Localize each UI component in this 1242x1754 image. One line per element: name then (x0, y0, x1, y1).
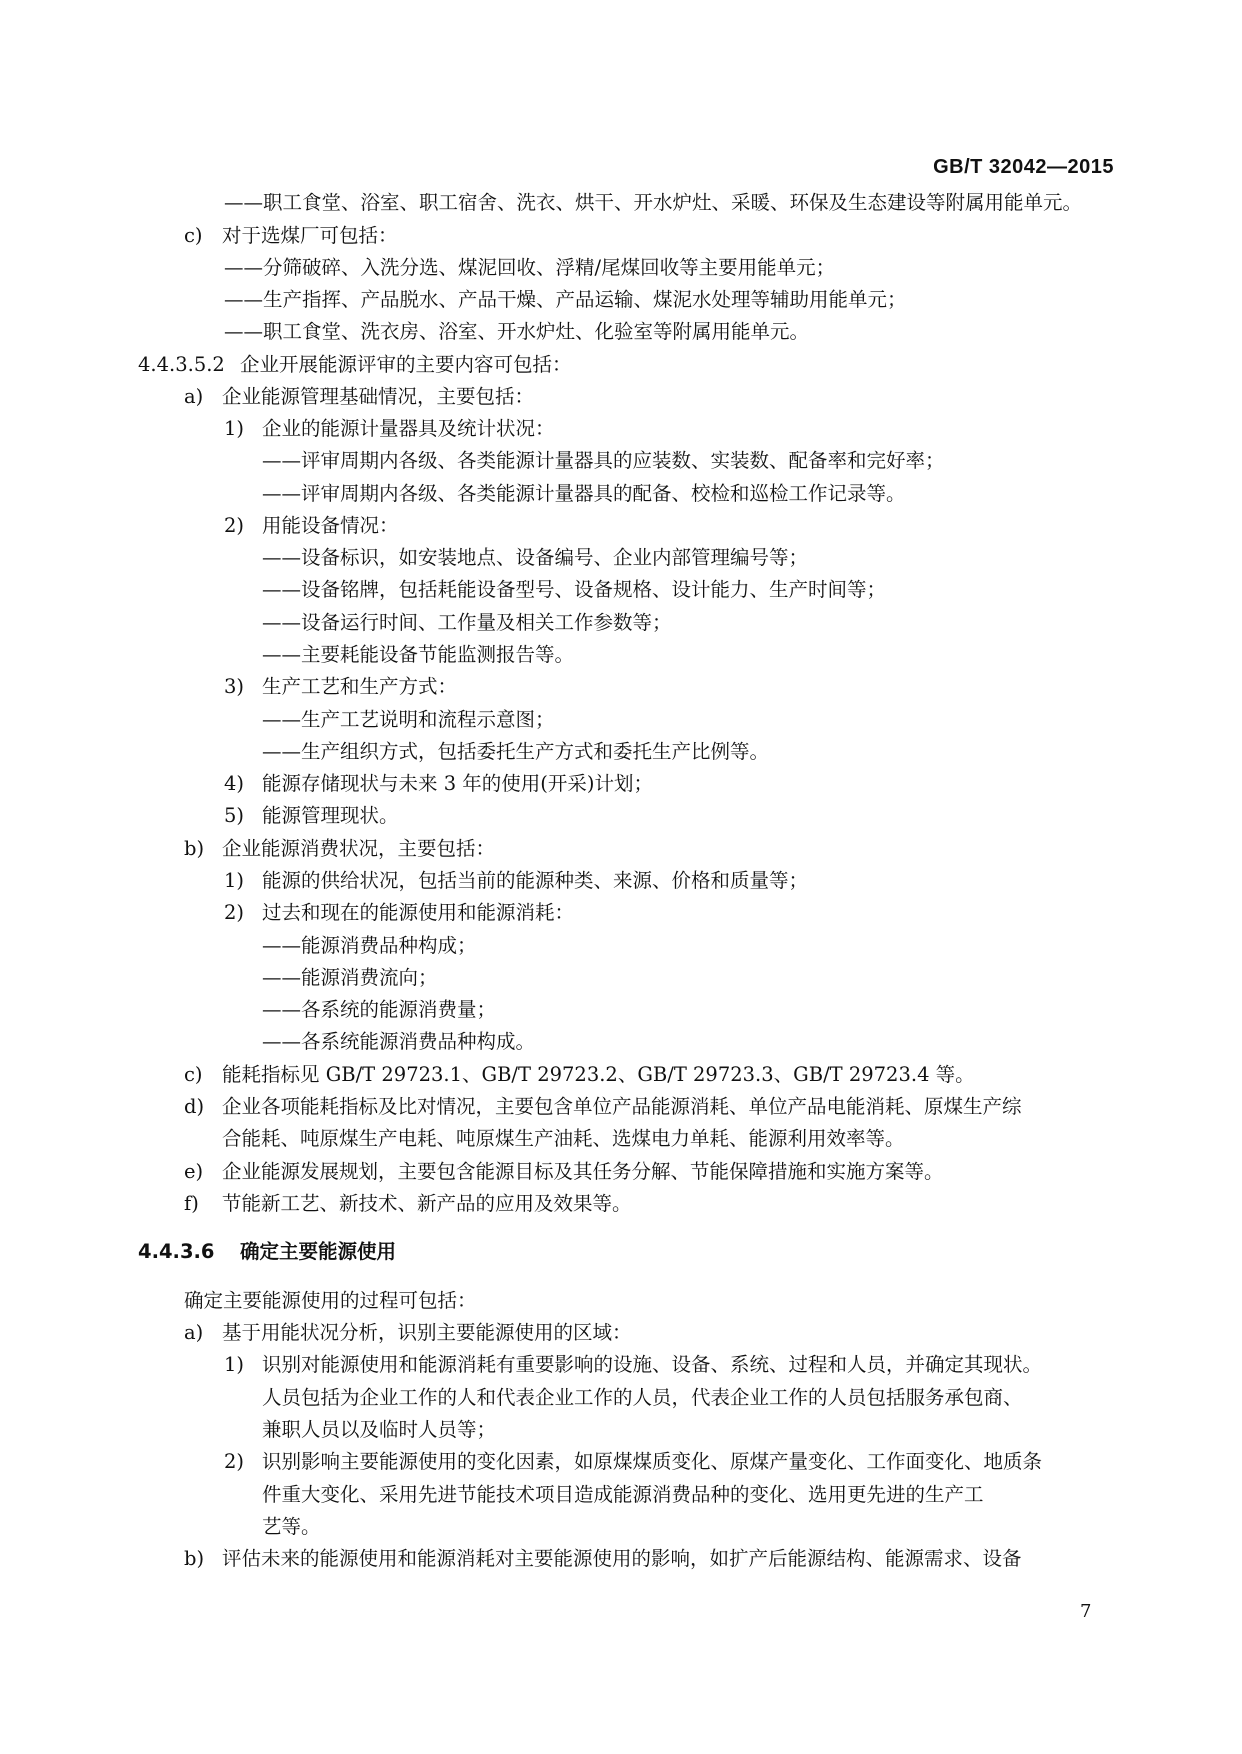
dash-item: ——能源消费品种构成； (262, 934, 477, 957)
sub-list-marker: 1) (224, 1353, 245, 1376)
list-item-text: 基于用能状况分析，识别主要能源使用的区域： (222, 1321, 632, 1344)
list-marker: b) (184, 837, 205, 860)
dash-item: ——评审周期内各级、各类能源计量器具的应装数、实装数、配备率和完好率； (262, 449, 945, 472)
list-marker: d) (184, 1095, 205, 1118)
list-item-text: 企业能源消费状况，主要包括： (222, 837, 496, 860)
dash-item: ——设备运行时间、工作量及相关工作参数等； (262, 611, 672, 634)
standard-number: GB/T 32042—2015 (933, 156, 1114, 178)
list-marker: a) (184, 385, 204, 408)
list-marker: e) (184, 1160, 204, 1183)
sub-list-marker: 2) (224, 1450, 245, 1473)
sub-list-marker: 3) (224, 675, 245, 698)
sub-list-marker: 4) (224, 772, 245, 795)
list-item-text: 企业能源发展规划，主要包含能源目标及其任务分解、节能保障措施和实施方案等。 (222, 1160, 944, 1183)
list-item-text: 节能新工艺、新技术、新产品的应用及效果等。 (222, 1192, 632, 1215)
sub-list-item-text: 识别影响主要能源使用的变化因素，如原煤煤质变化、原煤产量变化、工作面变化、地质条 (262, 1450, 1043, 1473)
dash-item: ——生产指挥、产品脱水、产品干燥、产品运输、煤泥水处理等辅助用能单元； (224, 288, 907, 311)
sub-list-item-text: 识别对能源使用和能源消耗有重要影响的设施、设备、系统、过程和人员，并确定其现状。 (262, 1353, 1043, 1376)
list-item-text: 企业各项能耗指标及比对情况，主要包含单位产品能源消耗、单位产品电能消耗、原煤生产综 (222, 1095, 1022, 1118)
sub-list-marker: 1) (224, 869, 245, 892)
sub-list-item-text: 生产工艺和生产方式： (262, 675, 458, 698)
list-marker: f) (184, 1192, 199, 1215)
list-marker: b) (184, 1547, 205, 1570)
sub-list-item-text: 过去和现在的能源使用和能源消耗： (262, 901, 575, 924)
dash-item: ——生产组织方式，包括委托生产方式和委托生产比例等。 (262, 740, 770, 763)
dash-item: ——职工食堂、浴室、职工宿舍、洗衣、烘干、开水炉灶、采暖、环保及生态建设等附属用能单元。 (224, 191, 1083, 214)
dash-item: ——主要耗能设备节能监测报告等。 (262, 643, 575, 666)
sub-list-marker: 1) (224, 417, 245, 440)
sub-list-marker: 5) (224, 804, 245, 827)
sub-list-item-text: 件重大变化、采用先进节能技术项目造成能源消费品种的变化、选用更先进的生产工 (262, 1483, 984, 1506)
sub-list-item-text: 能源存储现状与未来 3 年的使用(开采)计划； (262, 772, 654, 795)
dash-item: ——设备标识，如安装地点、设备编号、企业内部管理编号等； (262, 546, 809, 569)
section-number: 4.4.3.6 (138, 1240, 215, 1263)
sub-list-item-text: 人员包括为企业工作的人和代表企业工作的人员，代表企业工作的人员包括服务承包商、 (262, 1386, 1023, 1409)
list-marker: a) (184, 1321, 204, 1344)
sub-list-item-text: 艺等。 (262, 1515, 321, 1538)
dash-item: ——能源消费流向； (262, 966, 438, 989)
dash-item: ——各系统能源消费品种构成。 (262, 1030, 536, 1053)
sub-list-item-text: 能源的供给状况，包括当前的能源种类、来源、价格和质量等； (262, 869, 809, 892)
list-item-text: 合能耗、吨原煤生产电耗、吨原煤生产油耗、选煤电力单耗、能源利用效率等。 (222, 1127, 905, 1150)
sub-list-item-text: 兼职人员以及临时人员等； (262, 1418, 497, 1441)
sub-list-item-text: 能源管理现状。 (262, 804, 399, 827)
dash-item: ——职工食堂、洗衣房、浴室、开水炉灶、化验室等附属用能单元。 (224, 320, 810, 343)
dash-item: ——设备铭牌，包括耗能设备型号、设备规格、设计能力、生产时间等； (262, 578, 887, 601)
dash-item: ——评审周期内各级、各类能源计量器具的配备、校检和巡检工作记录等。 (262, 482, 906, 505)
clause-text: 企业开展能源评审的主要内容可包括： (240, 353, 572, 376)
page-number: 7 (1080, 1601, 1092, 1622)
list-item-text: 对于选煤厂可包括： (222, 224, 398, 247)
sub-list-item-text: 用能设备情况： (262, 514, 399, 537)
list-item-text: 能耗指标见 GB/T 29723.1、GB/T 29723.2、GB/T 29723.3、GB/T 29723.4 等。 (222, 1063, 975, 1086)
dash-item: ——各系统的能源消费量； (262, 998, 497, 1021)
list-marker: c) (184, 1063, 203, 1086)
sub-list-item-text: 企业的能源计量器具及统计状况： (262, 417, 555, 440)
list-marker: c) (184, 224, 203, 247)
section-heading: 确定主要能源使用 (240, 1240, 397, 1263)
dash-item: ——分筛破碎、入洗分选、煤泥回收、浮精/尾煤回收等主要用能单元； (224, 256, 836, 279)
sub-list-marker: 2) (224, 901, 245, 924)
list-item-text: 评估未来的能源使用和能源消耗对主要能源使用的影响，如扩产后能源结构、能源需求、设备 (222, 1547, 1022, 1570)
paragraph: 确定主要能源使用的过程可包括： (184, 1289, 477, 1312)
sub-list-marker: 2) (224, 514, 245, 537)
clause-number: 4.4.3.5.2 (138, 353, 225, 376)
list-item-text: 企业能源管理基础情况，主要包括： (222, 385, 535, 408)
dash-item: ——生产工艺说明和流程示意图； (262, 708, 555, 731)
